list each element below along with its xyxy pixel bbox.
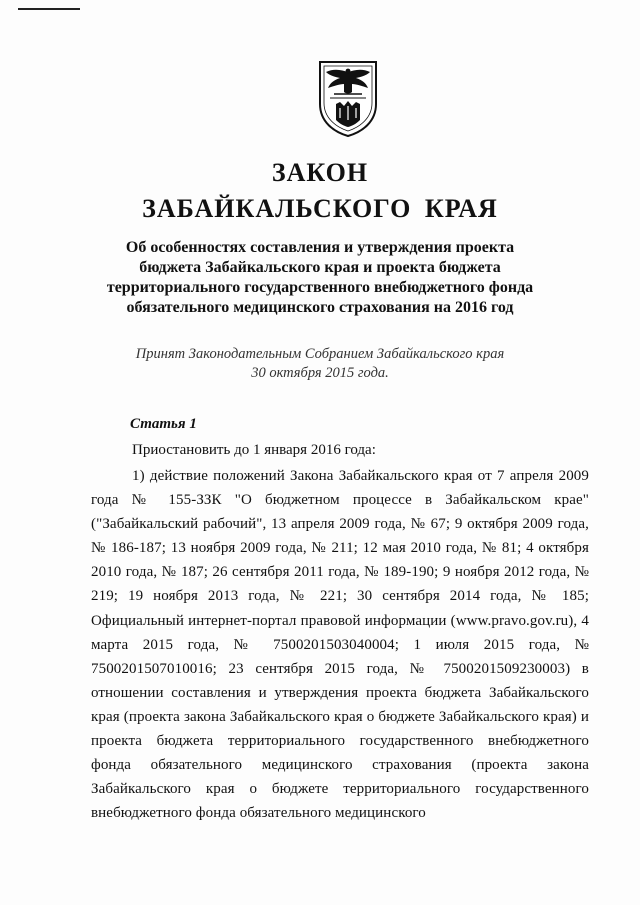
law-region: ЗАБАЙКАЛЬСКОГО КРАЯ	[142, 194, 498, 223]
law-subtitle-text: Об особенностях составления и утверждения проекта бюджета Забайкальского края и проекта бюджета территориального государственного внебюджетного фонда обязательного медицинского страхования на 2016 год	[106, 239, 534, 316]
law-title: ЗАКОН	[271, 158, 369, 187]
article-paragraph-1: 1) действие положений Закона Забайкальского края от 7 апреля 2009 года № 155-ЗЗК "О бюджетном процессе в Забайкальском крае" ("Забайкальский рабочий", 13 апреля 2009 года, № 67; 9 октября 2009 года, № 186-187; 13 ноября 2009 года, № 211; 12 мая 2010 года, № 81; 4 октября 2010 года, № 187; 26 сентября 2011 года, № 189-190; 9 ноября 2012 года, № 219; 19 ноября 2013 года, № 221; 30 сентября 2014 года, № 185; Официальный интернет-портал правовой информации (www.pravo.gov.ru), 4 марта 2015 года, № 7500201503040004; 1 июля 2015 года, № 7500201507010016; 23 сентября 2015 года, № 7500201509230003) в отношении составления и утверждения проекта бюджета Забайкальского края (проекта закона Забайкальского края о бюджете Забайкальского края) и проекта бюджета территориального государственного внебюджетного фонда обязательного медицинского страхования (проекта закона Забайкальского края о бюджете территориального государственного внебюджетного фонда обязательного медицинского	[91, 468, 589, 822]
law-subtitle	[0, 238, 640, 318]
adoption-note	[0, 345, 640, 383]
adoption-note-line-2: 30 октября 2015 года.	[251, 365, 389, 381]
scan-artifact-line	[18, 8, 80, 10]
adoption-note-line-1: Принят Законодательным Собранием Забайкальского края	[135, 346, 505, 362]
coat-of-arms-icon	[316, 58, 380, 138]
article-intro: Приостановить до 1 января 2016 года:	[132, 442, 376, 458]
article-heading: Статья 1	[130, 416, 197, 432]
